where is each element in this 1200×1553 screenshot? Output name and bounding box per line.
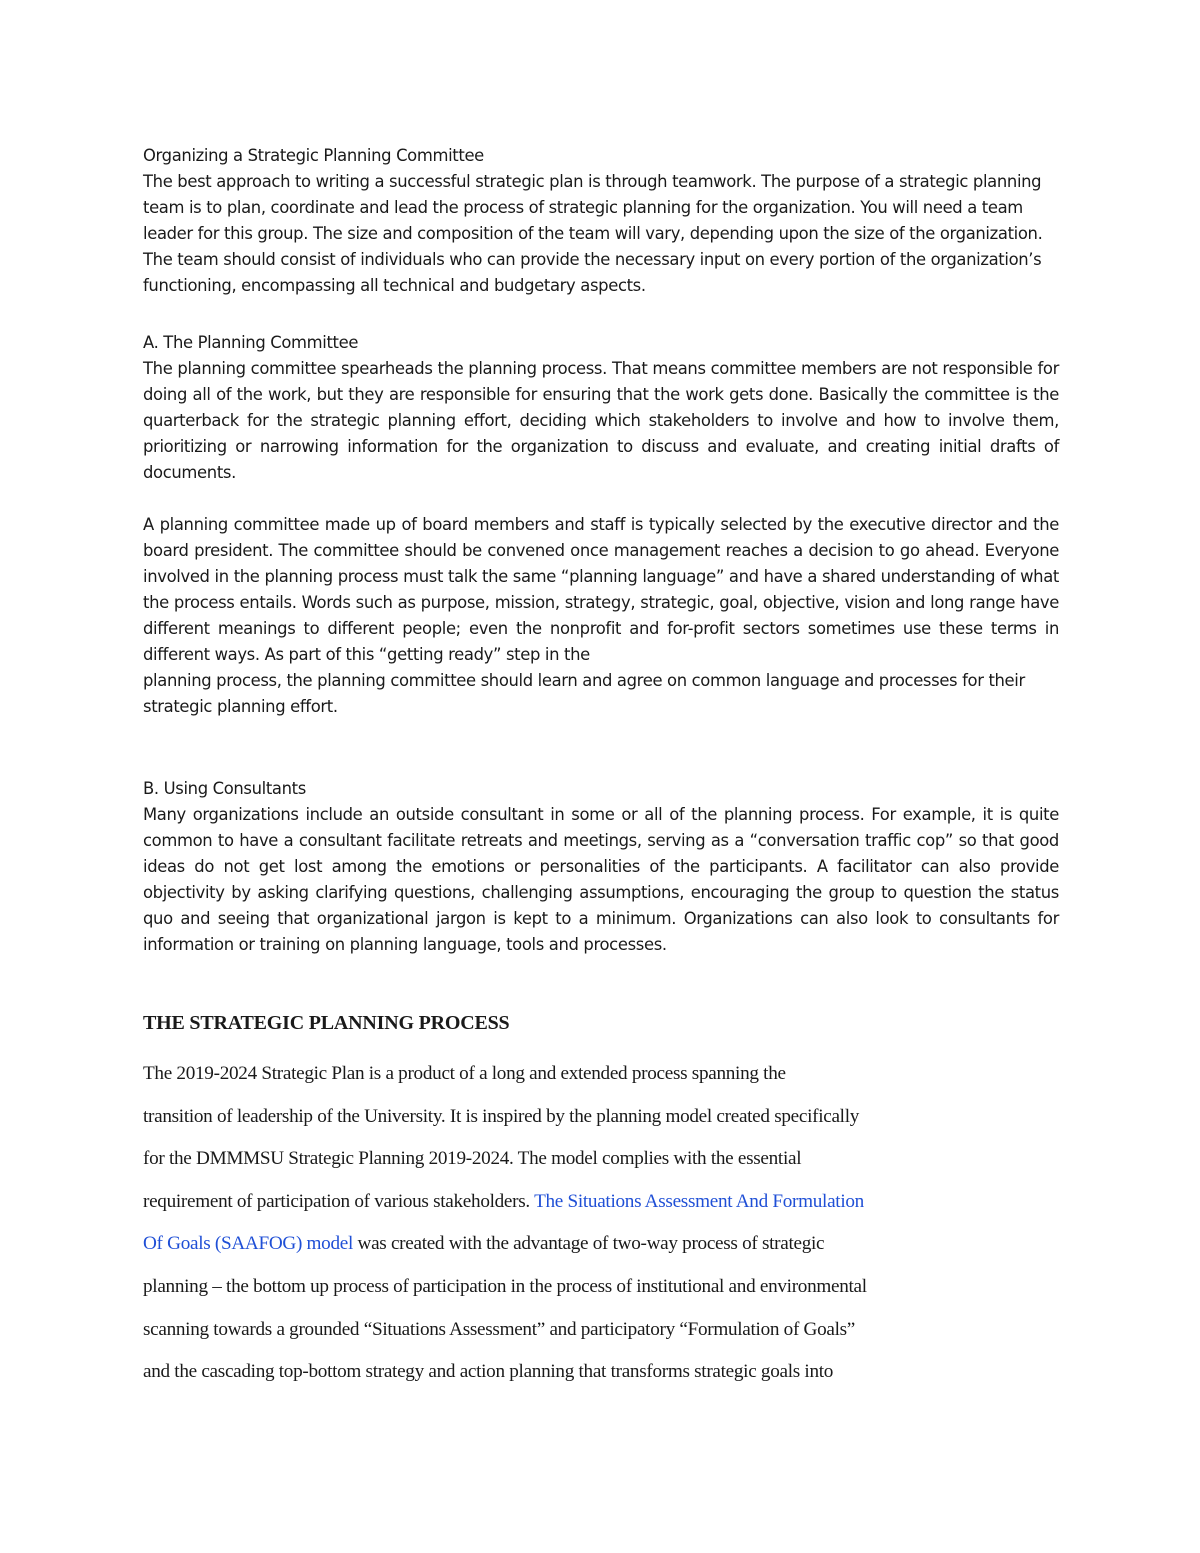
section-paragraph: Many organizations include an outside consultant in some or all of the planning process. For example, it is quite common to have a consultant facilitate retreats and meetings, serving as a “conversation traffic cop” so that good ideas do not get lost among the emotions or personalities of the participants. A facilitator can also provide objectivity by asking clarifying questions, challenging assumptions, encouraging the group to question the status quo and seeing that organizational jargon is kept to a minimum. Organizations can also look to consultants for information or training on planning language, tools and processes. xyxy=(143,805,1059,954)
section-heading: B. Using Consultants xyxy=(143,779,306,798)
strategic-planning-process-heading: THE STRATEGIC PLANNING PROCESS xyxy=(143,1012,510,1034)
body-text: was created with the advantage of two-way process of strategic xyxy=(353,1233,825,1255)
section-organizing-committee xyxy=(143,143,1059,299)
section-heading: Organizing a Strategic Planning Committee xyxy=(143,146,484,165)
section-paragraph: planning process, the planning committee should learn and agree on common language and processes for their strategic planning effort. xyxy=(143,671,1025,716)
body-line: The 2019-2024 Strategic Plan is a product of a long and extended process spanning the xyxy=(143,1063,786,1084)
section-paragraph: The planning committee spearheads the planning process. That means committee members are not responsible for doing all of the work, but they are responsible for ensuring that the work gets done. Basically the committee is the quarterback for the strategic planning effort, deciding which stakeholders to involve and how to involve them, prioritizing or narrowing information for the organization to discuss and evaluate, and creating initial drafts of documents. xyxy=(143,359,1059,482)
section-paragraph: A planning committee made up of board members and staff is typically selected by the executive director and the board president. The committee should be convened once management reaches a decision to go ahead. Everyone involved in the planning process must talk the same “planning language” and have a shared understanding of what the process entails. Words such as purpose, mission, strategy, strategic, goal, objective, vision and long range have different meanings to different people; even the nonprofit and for-profit sectors sometimes use these terms in different ways. As part of this “getting ready” step in the xyxy=(143,515,1059,664)
body-line: planning – the bottom up process of participation in the process of institutional and environmental xyxy=(143,1275,867,1297)
section-heading: A. The Planning Committee xyxy=(143,333,359,352)
section-using-consultants xyxy=(143,776,1059,958)
body-line: transition of leadership of the University. It is inspired by the planning model created specifically xyxy=(143,1105,860,1127)
saafog-model-link[interactable]: The Situations Assessment And Formulation xyxy=(534,1190,864,1212)
saafog-model-link-continued[interactable]: Of Goals (SAAFOG) model xyxy=(143,1233,354,1255)
section-planning-committee-continued xyxy=(143,512,1059,720)
body-text: requirement of participation of various stakeholders. xyxy=(143,1190,535,1212)
strategic-planning-process-body xyxy=(143,1053,1023,1394)
section-planning-committee xyxy=(143,330,1059,486)
body-line xyxy=(143,1181,1023,1224)
body-line xyxy=(143,1223,1023,1266)
body-line: and the cascading top-bottom strategy and action planning that transforms strategic goals into xyxy=(143,1361,834,1383)
section-paragraph: The best approach to writing a successful strategic plan is through teamwork. The purpose of a strategic planning team is to plan, coordinate and lead the process of strategic planning for the organization. You will need a team leader for this group. The size and composition of the team will vary, depending upon the size of the organization. The team should consist of individuals who can provide the necessary input on every portion of the organization’s functioning, encompassing all technical and budgetary aspects. xyxy=(143,172,1043,295)
body-line: scanning towards a grounded “Situations Assessment” and participatory “Formulation of Goals” xyxy=(143,1318,856,1340)
body-line: for the DMMMSU Strategic Planning 2019-2024. The model complies with the essential xyxy=(143,1148,802,1170)
